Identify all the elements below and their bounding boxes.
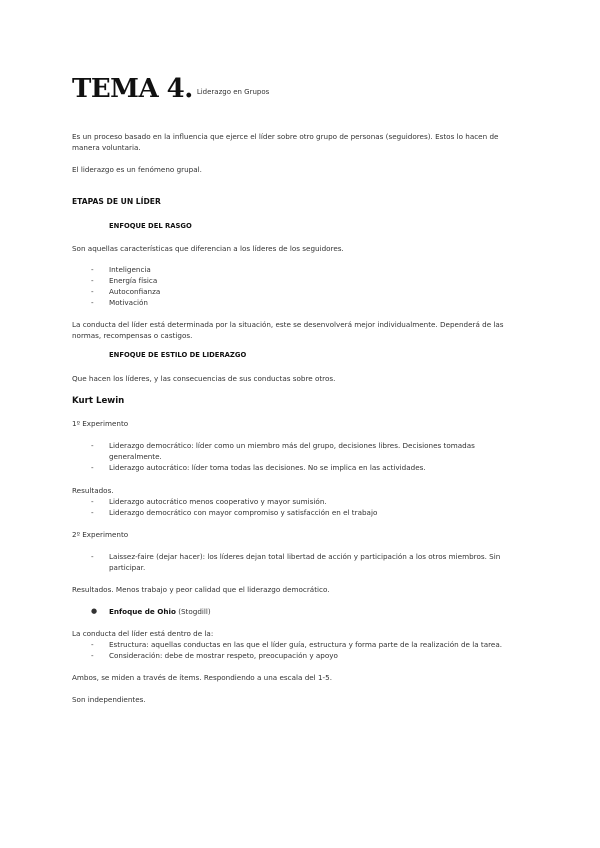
intro-paragraph-line2: manera voluntaria. bbox=[72, 143, 141, 152]
intro-paragraph-line1: Es un proceso basado en la influencia que ejerce el líder sobre otro grupo de personas (seguidores). Estos lo hacen de bbox=[72, 132, 499, 141]
list-item: - Estructura: aquellas conductas en las que el líder guía, estructura y forma parte de la realización de la tarea. bbox=[91, 640, 503, 649]
ohio-intro: La conducta del líder está dentro de la: bbox=[72, 629, 214, 638]
subheading-estilo: ENFOQUE DE ESTILO DE LIDERAZGO bbox=[109, 351, 247, 359]
page-title bbox=[72, 74, 269, 104]
section-heading-etapas: ETAPAS DE UN LÍDER bbox=[72, 197, 161, 206]
list-item: - Energía física bbox=[91, 276, 158, 285]
bullet-dot-icon: ● bbox=[91, 607, 98, 615]
rasgo-conclusion-line2: normas, recompensas o castigos. bbox=[72, 331, 193, 340]
estilo-description: Que hacen los líderes, y las consecuencias de sus conductas sobre otros. bbox=[72, 374, 336, 383]
ohio-paragraph-1: Ambos, se miden a través de ítems. Respondiendo a una escala del 1-5. bbox=[72, 673, 332, 682]
bullet-item-ohio bbox=[91, 606, 211, 617]
dash-bullet: - bbox=[91, 640, 94, 649]
dash-bullet: - bbox=[91, 265, 94, 274]
section-heading-lewin: Kurt Lewin bbox=[72, 396, 125, 406]
dash-bullet: - bbox=[91, 463, 94, 472]
experiment-1-label: 1º Experimento bbox=[72, 419, 129, 428]
dash-bullet: - bbox=[91, 508, 94, 517]
results-label: Resultados. bbox=[72, 486, 114, 495]
dash-bullet: - bbox=[91, 552, 94, 561]
list-item: - Liderazgo democrático: líder como un miembro más del grupo, decisiones libres. Decisiones tomadas bbox=[91, 441, 475, 450]
rasgo-description: Son aquellas características que diferencian a los líderes de los seguidores. bbox=[72, 244, 344, 253]
experiment-2-label: 2º Experimento bbox=[72, 530, 129, 539]
dash-bullet: - bbox=[91, 497, 94, 506]
list-item-continuation: generalmente. bbox=[109, 452, 162, 461]
title-subtitle: Liderazgo en Grupos bbox=[196, 88, 270, 96]
ohio-paragraph-2: Son independientes. bbox=[72, 695, 146, 704]
list-item: - Liderazgo democrático con mayor compromiso y satisfacción en el trabajo bbox=[91, 508, 378, 517]
ohio-bold: Enfoque de Ohio bbox=[109, 607, 176, 616]
dash-bullet: - bbox=[91, 441, 94, 450]
dash-bullet: - bbox=[91, 276, 94, 285]
results-2-paragraph: Resultados. Menos trabajo y peor calidad que el liderazgo democrático. bbox=[72, 585, 330, 594]
list-item: - Liderazgo autocrático: líder toma todas las decisiones. No se implica en las actividades. bbox=[91, 463, 426, 472]
list-item: - Liderazgo autocrático menos cooperativo y mayor sumisión. bbox=[91, 497, 327, 506]
list-item: - Motivación bbox=[91, 298, 148, 307]
list-item: - Inteligencia bbox=[91, 265, 151, 274]
ohio-rest: (Stogdill) bbox=[178, 607, 211, 616]
list-item: - Consideración: debe de mostrar respeto, preocupación y apoyo bbox=[91, 651, 338, 660]
intro-paragraph-2: El liderazgo es un fenómeno grupal. bbox=[72, 165, 202, 174]
subheading-rasgo: ENFOQUE DEL RASGO bbox=[109, 222, 192, 230]
dash-bullet: - bbox=[91, 287, 94, 296]
title-main: TEMA 4. bbox=[72, 74, 193, 104]
dash-bullet: - bbox=[91, 298, 94, 307]
dash-bullet: - bbox=[91, 651, 94, 660]
rasgo-conclusion-line1: La conducta del líder está determinada por la situación, este se desenvolverá mejor individualmente. Dependerá de las bbox=[72, 320, 504, 329]
list-item: - Autoconfianza bbox=[91, 287, 161, 296]
list-item-continuation: participar. bbox=[109, 563, 146, 572]
list-item: - Laissez-faire (dejar hacer): los líderes dejan total libertad de acción y participación a los otros miembros. Sin bbox=[91, 552, 501, 561]
